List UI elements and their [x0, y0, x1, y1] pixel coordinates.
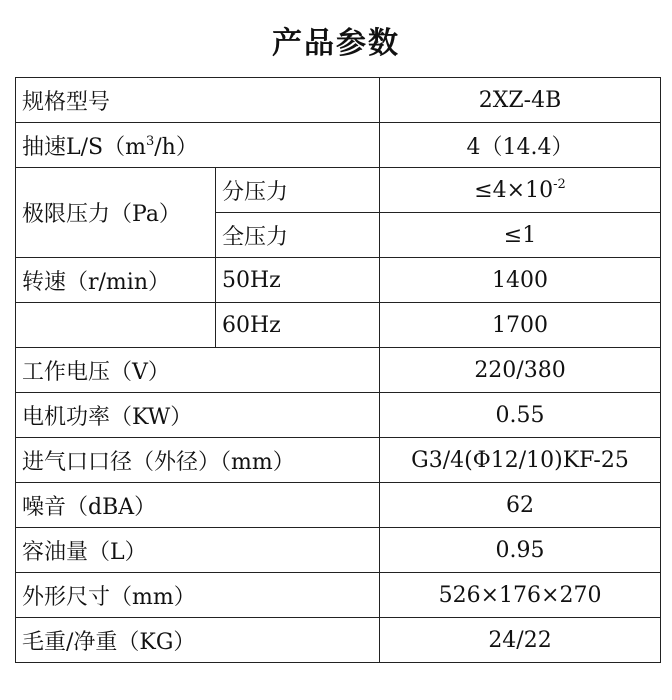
- noise-value: 62: [380, 483, 661, 528]
- table-row-spec: [16, 78, 661, 123]
- dimension-value: 526×176×270: [380, 573, 661, 618]
- power-value: 0.55: [380, 393, 661, 438]
- table-row-limit-partial: [16, 168, 661, 213]
- speed-value: 4（14.4）: [380, 123, 661, 168]
- weight-label: 毛重/净重（KG）: [16, 618, 380, 663]
- voltage-label: 工作电压（V）: [16, 348, 380, 393]
- table-row-oil: [16, 528, 661, 573]
- voltage-value: 220/380: [380, 348, 661, 393]
- rotation-50hz-value: 1400: [380, 258, 661, 303]
- inlet-label: 进气口口径（外径）（mm）: [16, 438, 380, 483]
- weight-value: 24/22: [380, 618, 661, 663]
- oil-value: 0.95: [380, 528, 661, 573]
- table-row-weight: [16, 618, 661, 663]
- limit-pressure-label: 极限压力（Pa）: [16, 168, 216, 258]
- spec-table: [15, 77, 661, 663]
- table-row-voltage: [16, 348, 661, 393]
- partial-pressure-label: 分压力: [216, 168, 380, 213]
- noise-label: 噪音（dBA）: [16, 483, 380, 528]
- speed-label: 抽速$L/S(m^3/h)$: [16, 123, 380, 168]
- table-row-noise: [16, 483, 661, 528]
- table-row-inlet: [16, 438, 661, 483]
- rotation-50hz-label: 50Hz: [216, 258, 380, 303]
- partial-pressure-value: $\le 4\times 10^{-2}$: [380, 168, 661, 213]
- rotation-60hz-value: 1700: [380, 303, 661, 348]
- table-row-speed: [16, 123, 661, 168]
- rotation-empty-cell: [16, 303, 216, 348]
- table-row-power: [16, 393, 661, 438]
- page-title: 产品参数: [272, 26, 400, 61]
- table-row-rotation-60hz: [16, 303, 661, 348]
- rotation-60hz-label: 60Hz: [216, 303, 380, 348]
- spec-value: 2XZ-4B: [380, 78, 661, 123]
- power-label: 电机功率（KW）: [16, 393, 380, 438]
- spec-label: 规格型号: [16, 78, 380, 123]
- full-pressure-label: 全压力: [216, 213, 380, 258]
- dimension-label: 外形尺寸（mm）: [16, 573, 380, 618]
- rotation-label: 转速（r/min）: [16, 258, 216, 303]
- full-pressure-value: ≤1: [380, 213, 661, 258]
- table-row-dimension: [16, 573, 661, 618]
- inlet-value: G3/4(Φ12/10)KF-25: [380, 438, 661, 483]
- table-row-rotation-50hz: [16, 258, 661, 303]
- oil-label: 容油量（L）: [16, 528, 380, 573]
